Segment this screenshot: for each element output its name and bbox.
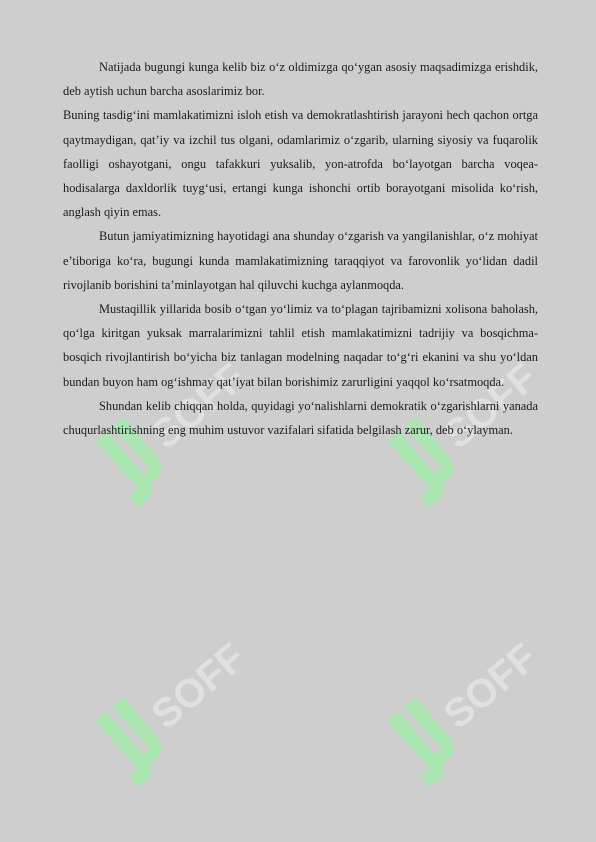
soff-watermark-graphic [362, 640, 542, 800]
paragraph-1: Natijada bugungi kunga kelib biz o‘z oldimizga qo‘ygan asosiy maqsadimizga erishdik, deb aytish uchun barcha asoslarimiz bor. [63, 60, 538, 99]
svg-text:SOFF: SOFF [143, 640, 250, 738]
soff-watermark-logo [70, 640, 250, 800]
svg-text:SOFF: SOFF [435, 360, 542, 458]
paragraph-2: Buning tasdig‘ini mamlakatimizni isloh etish va demokratlashtirish jarayoni hech qachon ortga qaytmaydigan, qat’iy va izchil tus olgani, odamlarimiz o‘zgarib, ularning siyosiy va fuqarolik faolligi oshayotgani, ongu tafakkuri yuksalib, yon-atrofda bo‘layotgan barcha voqea-hodisalarga daxldorlik tuyg‘usi, ertangi kunga ishonchi ortib borayotgani misolida ko‘rish, anglash qiyin emas. [63, 108, 538, 220]
paragraph-3: Butun jamiyatimizning hayotidagi ana shunday o‘zgarish va yangilanishlar, o‘z mohiyat e’tiboriga ko‘ra, bugungi kunda mamlakatimizning taraqqiyot va farovonlik yo‘lidan dadil rivojlanib borishini ta’minlayotgan hal qiluvchi kuchga aylanmoqda. [63, 229, 538, 292]
soff-watermark-graphic [70, 640, 250, 800]
paragraph-4: Mustaqillik yillarida bosib o‘tgan yo‘limiz va to‘plagan tajribamizni xolisona baholash, qo‘lga kiritgan yuksak marralarimizni tahlil etish mamlakatimizni tadrijiy va bosqichma-bosqich rivojlantirish bo‘yicha biz tanlagan modelning naqadar to‘g‘ri ekanini va shu yo‘ldan bundan buyon ham og‘ishmay qat’iyat bilan borishimiz zarurligini yaqqol ko‘rsatmoqda. [63, 302, 538, 389]
paragraph-5: Shundan kelib chiqqan holda, quyidagi yo‘nalishlarni demokratik o‘zgarishlarni yanada chuqurlashtirishning eng muhim ustuvor vazifalari sifatida belgilash zarur, deb o‘ylayman. [63, 398, 538, 438]
document-body [63, 55, 538, 442]
svg-text:SOFF: SOFF [435, 640, 542, 738]
soff-watermark-logo [362, 640, 542, 800]
svg-text:SOFF: SOFF [143, 360, 250, 458]
